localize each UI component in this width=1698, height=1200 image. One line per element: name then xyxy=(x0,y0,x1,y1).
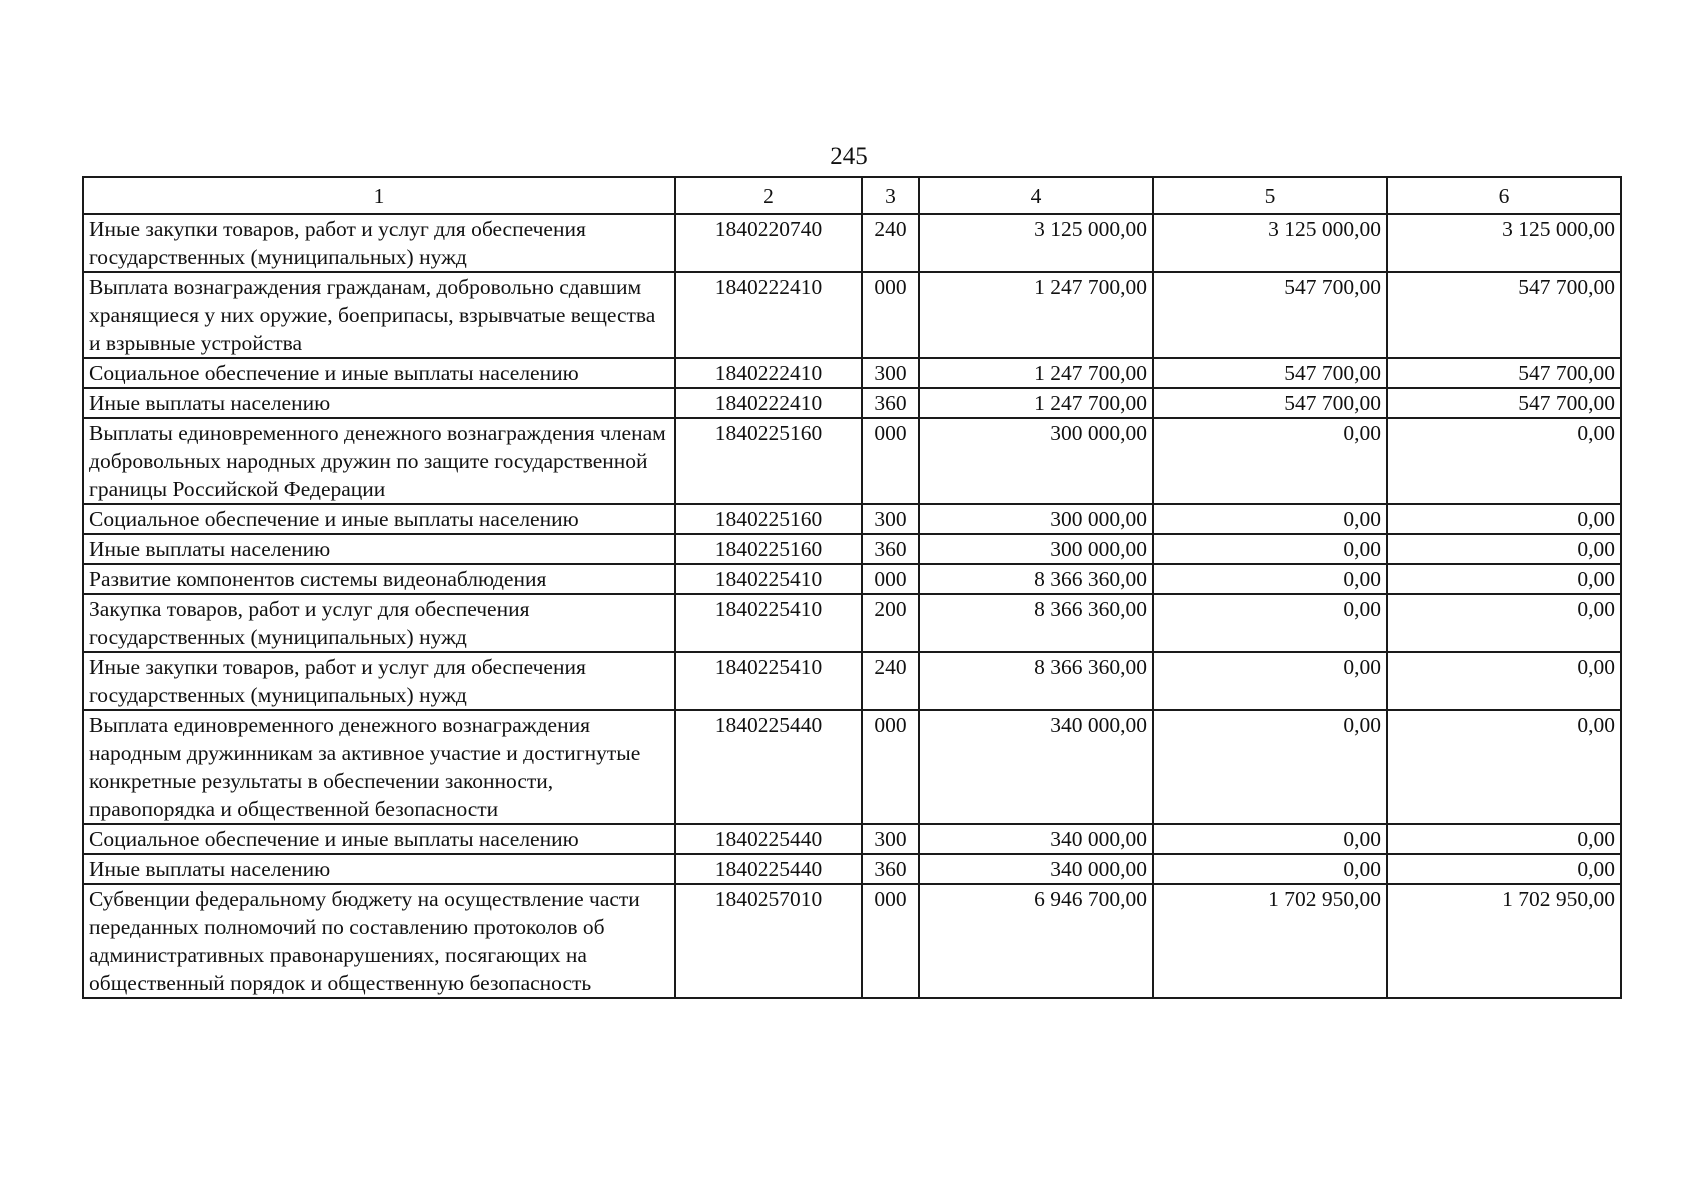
row-type-cell: 000 xyxy=(862,272,919,358)
row-value-col5: 0,00 xyxy=(1153,824,1387,854)
row-type-cell: 360 xyxy=(862,388,919,418)
row-value-col6: 1 702 950,00 xyxy=(1387,884,1621,998)
row-value-col5: 0,00 xyxy=(1153,418,1387,504)
row-value-col6: 0,00 xyxy=(1387,824,1621,854)
row-value-col4: 300 000,00 xyxy=(919,504,1153,534)
table-row xyxy=(83,272,1621,358)
row-code-cell: 1840225160 xyxy=(675,504,862,534)
row-value-col4: 3 125 000,00 xyxy=(919,214,1153,272)
row-value-col6: 0,00 xyxy=(1387,594,1621,652)
row-type-cell: 240 xyxy=(862,214,919,272)
row-name-cell: Развитие компонентов системы видеонаблюдения xyxy=(83,564,675,594)
row-value-col6: 0,00 xyxy=(1387,564,1621,594)
table-row xyxy=(83,652,1621,710)
column-header-4: 4 xyxy=(919,177,1153,214)
table-row xyxy=(83,824,1621,854)
row-name-cell: Иные закупки товаров, работ и услуг для обеспечения государственных (муниципальных) нужд xyxy=(83,214,675,272)
row-type-cell: 300 xyxy=(862,358,919,388)
row-value-col5: 0,00 xyxy=(1153,710,1387,824)
row-value-col6: 0,00 xyxy=(1387,710,1621,824)
row-type-cell: 240 xyxy=(862,652,919,710)
row-value-col5: 0,00 xyxy=(1153,504,1387,534)
row-code-cell: 1840222410 xyxy=(675,358,862,388)
row-code-cell: 1840225160 xyxy=(675,534,862,564)
row-value-col6: 0,00 xyxy=(1387,854,1621,884)
table-row xyxy=(83,214,1621,272)
row-name-cell: Иные выплаты населению xyxy=(83,388,675,418)
row-code-cell: 1840225410 xyxy=(675,652,862,710)
row-value-col6: 547 700,00 xyxy=(1387,358,1621,388)
row-value-col4: 340 000,00 xyxy=(919,710,1153,824)
row-value-col4: 8 366 360,00 xyxy=(919,594,1153,652)
column-header-3: 3 xyxy=(862,177,919,214)
row-code-cell: 1840225160 xyxy=(675,418,862,504)
header-row xyxy=(83,177,1621,214)
row-value-col5: 0,00 xyxy=(1153,594,1387,652)
row-value-col4: 8 366 360,00 xyxy=(919,652,1153,710)
column-header-2: 2 xyxy=(675,177,862,214)
row-value-col4: 340 000,00 xyxy=(919,824,1153,854)
table-row xyxy=(83,854,1621,884)
row-name-cell: Закупка товаров, работ и услуг для обеспечения государственных (муниципальных) нужд xyxy=(83,594,675,652)
row-name-cell: Выплата вознаграждения гражданам, добровольно сдавшим хранящиеся у них оружие, боеприпасы, взрывчатые вещества и взрывные устройства xyxy=(83,272,675,358)
row-code-cell: 1840225440 xyxy=(675,824,862,854)
row-name-cell: Иные выплаты населению xyxy=(83,534,675,564)
table-row xyxy=(83,388,1621,418)
column-header-5: 5 xyxy=(1153,177,1387,214)
table-row xyxy=(83,504,1621,534)
table-row xyxy=(83,534,1621,564)
row-type-cell: 000 xyxy=(862,710,919,824)
row-value-col5: 3 125 000,00 xyxy=(1153,214,1387,272)
row-type-cell: 200 xyxy=(862,594,919,652)
row-value-col5: 0,00 xyxy=(1153,564,1387,594)
row-value-col6: 547 700,00 xyxy=(1387,272,1621,358)
row-type-cell: 300 xyxy=(862,504,919,534)
row-type-cell: 000 xyxy=(862,564,919,594)
row-code-cell: 1840220740 xyxy=(675,214,862,272)
row-type-cell: 360 xyxy=(862,534,919,564)
row-type-cell: 000 xyxy=(862,418,919,504)
row-value-col5: 0,00 xyxy=(1153,652,1387,710)
row-value-col4: 1 247 700,00 xyxy=(919,272,1153,358)
row-value-col6: 3 125 000,00 xyxy=(1387,214,1621,272)
row-type-cell: 000 xyxy=(862,884,919,998)
row-name-cell: Социальное обеспечение и иные выплаты населению xyxy=(83,358,675,388)
row-value-col4: 1 247 700,00 xyxy=(919,388,1153,418)
row-name-cell: Социальное обеспечение и иные выплаты населению xyxy=(83,824,675,854)
row-value-col5: 547 700,00 xyxy=(1153,272,1387,358)
table-row xyxy=(83,358,1621,388)
row-value-col4: 300 000,00 xyxy=(919,534,1153,564)
row-code-cell: 1840225410 xyxy=(675,564,862,594)
page-number: 245 xyxy=(830,143,868,170)
row-value-col5: 547 700,00 xyxy=(1153,388,1387,418)
row-name-cell: Социальное обеспечение и иные выплаты населению xyxy=(83,504,675,534)
table-row xyxy=(83,418,1621,504)
row-name-cell: Выплата единовременного денежного вознаграждения народным дружинникам за активное участие и достигнутые конкретные результаты в обеспечении законности, правопорядка и общественной безопасности xyxy=(83,710,675,824)
row-value-col4: 340 000,00 xyxy=(919,854,1153,884)
row-value-col6: 547 700,00 xyxy=(1387,388,1621,418)
row-type-cell: 360 xyxy=(862,854,919,884)
row-value-col6: 0,00 xyxy=(1387,418,1621,504)
row-value-col5: 1 702 950,00 xyxy=(1153,884,1387,998)
row-code-cell: 1840225440 xyxy=(675,710,862,824)
table-row xyxy=(83,564,1621,594)
row-name-cell: Иные закупки товаров, работ и услуг для обеспечения государственных (муниципальных) нужд xyxy=(83,652,675,710)
row-code-cell: 1840257010 xyxy=(675,884,862,998)
row-value-col5: 547 700,00 xyxy=(1153,358,1387,388)
row-value-col4: 8 366 360,00 xyxy=(919,564,1153,594)
budget-table xyxy=(82,176,1622,999)
column-header-1: 1 xyxy=(83,177,675,214)
row-value-col6: 0,00 xyxy=(1387,504,1621,534)
table-body xyxy=(83,214,1621,998)
table-row xyxy=(83,884,1621,998)
table-row xyxy=(83,594,1621,652)
row-value-col4: 6 946 700,00 xyxy=(919,884,1153,998)
table-header xyxy=(83,177,1621,214)
row-code-cell: 1840222410 xyxy=(675,272,862,358)
row-value-col4: 1 247 700,00 xyxy=(919,358,1153,388)
row-code-cell: 1840225440 xyxy=(675,854,862,884)
table-row xyxy=(83,710,1621,824)
row-value-col4: 300 000,00 xyxy=(919,418,1153,504)
row-value-col6: 0,00 xyxy=(1387,534,1621,564)
row-name-cell: Иные выплаты населению xyxy=(83,854,675,884)
row-code-cell: 1840222410 xyxy=(675,388,862,418)
row-name-cell: Выплаты единовременного денежного вознаграждения членам добровольных народных дружин по защите государственной границы Российской Федерации xyxy=(83,418,675,504)
row-value-col6: 0,00 xyxy=(1387,652,1621,710)
column-header-6: 6 xyxy=(1387,177,1621,214)
row-code-cell: 1840225410 xyxy=(675,594,862,652)
row-type-cell: 300 xyxy=(862,824,919,854)
row-value-col5: 0,00 xyxy=(1153,534,1387,564)
row-value-col5: 0,00 xyxy=(1153,854,1387,884)
row-name-cell: Субвенции федеральному бюджету на осуществление части переданных полномочий по составлению протоколов об административных правонарушениях, посягающих на общественный порядок и общественную безопасность xyxy=(83,884,675,998)
